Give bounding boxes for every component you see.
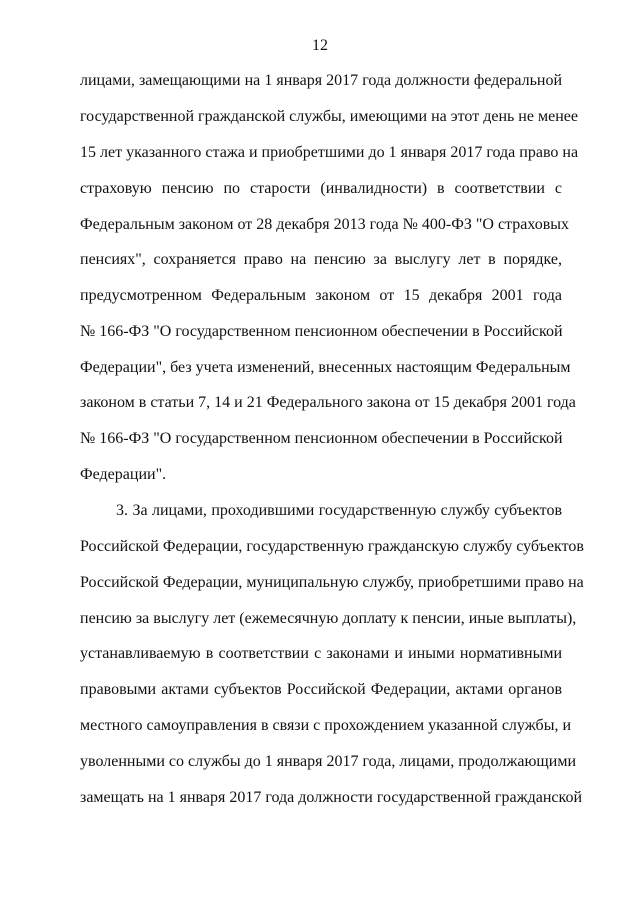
text-line: № 166-ФЗ "О государственном пенсионном обеспечении в Российской: [80, 430, 563, 447]
text-line: законом в статьи 7, 14 и 21 Федерального закона от 15 декабря 2001 года: [80, 394, 576, 411]
text-line: 15 лет указанного стажа и приобретшими до 1 января 2017 года право на: [80, 144, 579, 161]
text-line: правовыми актами субъектов Российской Федерации, актами органов: [80, 681, 562, 698]
text-line: Федерации".: [80, 466, 167, 483]
page-number: 12: [312, 37, 328, 54]
text-line: государственной гражданской службы, имеющими на этот день не менее: [80, 108, 578, 125]
text-line: уволенными со службы до 1 января 2017 года, лицами, продолжающими: [80, 753, 576, 770]
text-line: предусмотренном Федеральным законом от 15 декабря 2001 года: [80, 287, 562, 304]
text-line: замещать на 1 января 2017 года должности государственной гражданской: [80, 789, 583, 806]
text-line: Федерации", без учета изменений, внесенных настоящим Федеральным: [80, 359, 571, 376]
text-line: Российской Федерации, муниципальную службу, приобретшими право на: [80, 574, 584, 591]
text-line: страховую пенсию по старости (инвалидности) в соответствии с: [80, 180, 562, 197]
text-line: Федеральным законом от 28 декабря 2013 года № 400-ФЗ "О страховых: [80, 216, 570, 233]
text-line: пенсию за выслугу лет (ежемесячную доплату к пенсии, иные выплаты),: [80, 610, 577, 627]
text-line: пенсиях", сохраняется право на пенсию за выслугу лет в порядке,: [80, 251, 562, 268]
text-line: устанавливаемую в соответствии с законами и иными нормативными: [80, 645, 562, 662]
text-line: Российской Федерации, государственную гражданскую службу субъектов: [80, 538, 584, 555]
paragraph-3-first-line: 3. За лицами, проходившими государственную службу субъектов: [116, 502, 562, 519]
text-line: № 166-ФЗ "О государственном пенсионном обеспечении в Российской: [80, 323, 563, 340]
text-line: лицами, замещающими на 1 января 2017 года должности федеральной: [80, 72, 562, 89]
text-line: местного самоуправления в связи с прохождением указанной службы, и: [80, 717, 571, 734]
